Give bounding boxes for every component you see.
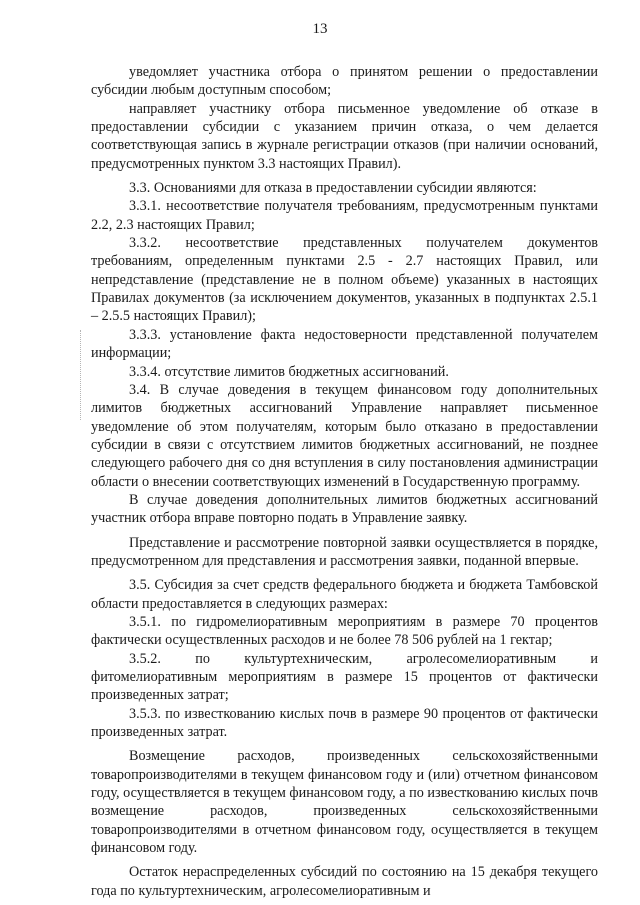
paragraph-3-3-1: 3.3.1. несоответствие получателя требованиям, предусмотренным пунктами 2.2, 2.3 настоящих Правил; (91, 198, 598, 233)
paragraph-3-3-3: 3.3.3. установление факта недостоверности представленной получателем информации; (91, 326, 598, 362)
margin-mark (80, 330, 82, 420)
paragraph-refusal-notice: направляет участнику отбора письменное уведомление об отказе в предоставлении субсидии с указанием причин отказа, о чем делается соответствующая запись в журнале регистрации отказов (при наличии оснований, предусмотренных пунктом 3.3 настоящих Правил). (91, 100, 598, 172)
paragraph-3-5-1: 3.5.1. по гидромелиоративным мероприятиям в размере 70 процентов фактически осуществленных расходов и не более 78 506 рублей на 1 гектар; (91, 613, 598, 649)
paragraph-3-3-2: 3.3.2. несоответствие представленных получателем документов требованиям, определенным пунктами 2.5 - 2.7 настоящих Правил, или непредставление (представление не в полном объеме) указанных в настоящих Правилах документов (за исключением документов, указанных в подпунктах 2.5.1 – 2.5.5 настоящих Правил); (91, 235, 598, 325)
paragraph-3-4: 3.4. В случае доведения в текущем финансовом году дополнительных лимитов бюджетных ассигнований Управление направляет письменное уведомление об этом получателям, которым было отказано в предоставлении субсидии в связи с отсутствием лимитов бюджетных ассигнований, не позднее следующего рабочего дня со дня вступления в силу постановления администрации области о внесении соответствующих изменений в Государственную программу. (91, 381, 598, 490)
paragraph-repeat-application: Представление и рассмотрение повторной заявки осуществляется в порядке, предусмотренном для представления и рассмотрения заявки, поданной впервые. (91, 534, 598, 569)
paragraph-reimbursement: Возмещение расходов, произведенных сельскохозяйственными товаропроизводителями в текущем финансовом году и (или) отчетном финансовом году, осуществляется в текущем финансовом году, а по известкованию кислых почв возмещение расходов, произведенных сельскохозяйственными товаропроизводителями в отчетном финансовом году, осуществляется в текущем финансовом году. (91, 748, 598, 857)
paragraph-3-5: 3.5. Субсидия за счет средств федерального бюджета и бюджета Тамбовской области предоставляется в следующих размерах: (91, 577, 598, 612)
paragraph-undistributed-balance: Остаток нераспределенных субсидий по состоянию на 15 декабря текущего года по культуртехническим, агролесомелиоративным и (91, 864, 598, 899)
page-number: 13 (312, 21, 328, 37)
paragraph-notify-decision: уведомляет участника отбора о принятом решении о предоставлении субсидии любым доступным способом; (91, 64, 598, 99)
paragraph-3-3-4: 3.3.4. отсутствие лимитов бюджетных ассигнований. (129, 363, 449, 380)
paragraph-3-5-2: 3.5.2. по культуртехническим, агролесомелиоративным и фитомелиоративным мероприятиям в размере 15 процентов от фактически произведенных затрат; (91, 650, 598, 704)
paragraph-3-5-3: 3.5.3. по известкованию кислых почв в размере 90 процентов от фактически произведенных затрат. (91, 705, 598, 741)
document-body (91, 63, 598, 900)
paragraph-refusal-grounds: 3.3. Основаниями для отказа в предоставлении субсидии являются: (129, 180, 537, 197)
paragraph-additional-limits: В случае доведения дополнительных лимитов бюджетных ассигнований участник отбора вправе повторно подать в Управление заявку. (91, 491, 598, 527)
